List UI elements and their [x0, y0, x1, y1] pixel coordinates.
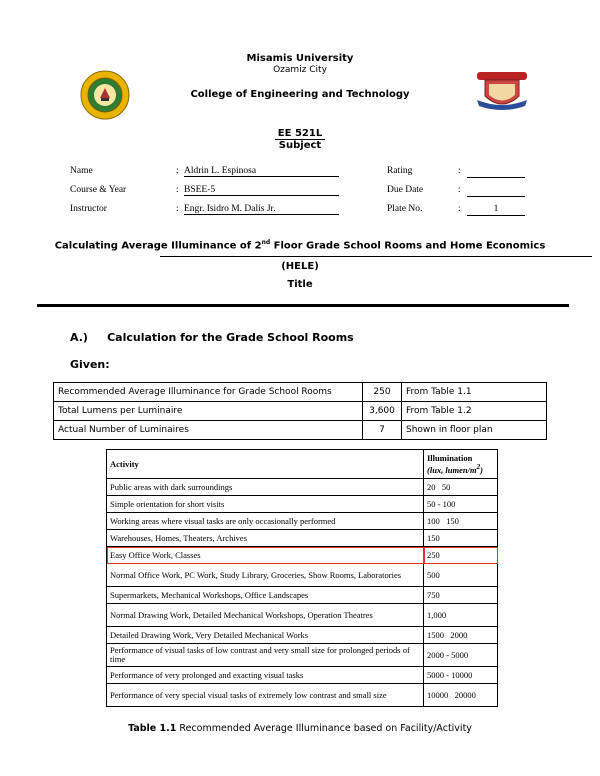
activity-cell: Working areas where visual tasks are only occasionally performed: [107, 513, 424, 530]
due-date-label: Due Date: [387, 185, 424, 195]
illum-cell: 1500 2000: [424, 627, 498, 644]
illum-cell: 20 50: [424, 479, 498, 496]
caption-label: Table 1.1: [128, 723, 177, 734]
rating-label: Rating: [387, 166, 413, 176]
due-date-value: [467, 185, 525, 197]
activity-cell: Performance of visual tasks of low contrast and very small size for prolonged periods of time: [107, 644, 424, 667]
activity-cell: Simple orientation for short visits: [107, 496, 424, 513]
activity-cell: Public areas with dark surroundings: [107, 479, 424, 496]
name-value: Aldrin L. Espinosa: [184, 166, 339, 177]
course-value: BSEE-5: [184, 185, 339, 196]
table-row: [107, 667, 498, 684]
illum-cell: 50 - 100: [424, 496, 498, 513]
table-header-row: [107, 450, 498, 479]
table-row: [107, 530, 498, 547]
report-title: [0, 239, 600, 251]
subject-label: Subject: [278, 140, 322, 151]
plate-label: Plate No.: [387, 204, 423, 214]
illum-cell: 500: [424, 564, 498, 587]
table-row: [107, 513, 498, 530]
divider: [37, 304, 569, 307]
given-heading: Given:: [70, 358, 110, 371]
table-row: [107, 564, 498, 587]
activity-cell: Easy Office Work, Classes: [107, 547, 424, 564]
university-name: Misamis University: [246, 53, 354, 64]
university-city: Ozamiz City: [273, 65, 327, 75]
college-name: College of Engineering and Technology: [190, 89, 410, 100]
table-row: [107, 496, 498, 513]
illum-cell: 5000 - 10000: [424, 667, 498, 684]
given-source: Shown in floor plan: [402, 421, 547, 440]
illuminance-table: [106, 449, 498, 707]
col-illumination: [424, 450, 498, 479]
table-row: [107, 644, 498, 667]
table-row: [54, 421, 547, 440]
table-row: [107, 684, 498, 707]
activity-cell: Performance of very special visual tasks of extremely low contrast and small size: [107, 684, 424, 707]
colon: :: [458, 204, 461, 214]
given-value: 3,600: [363, 402, 402, 421]
instructor-label: Instructor: [70, 204, 107, 214]
given-source: From Table 1.1: [402, 383, 547, 402]
table-row: [107, 627, 498, 644]
table-row: [54, 383, 547, 402]
given-desc: Actual Number of Luminaires: [54, 421, 363, 440]
given-value: 250: [363, 383, 402, 402]
col-illum-3: ): [480, 464, 483, 475]
colon: :: [176, 204, 179, 214]
caption-text: Recommended Average Illuminance based on Facility/Activity: [176, 723, 472, 734]
college-crest-logo: [475, 70, 529, 112]
title-underline: [160, 256, 592, 257]
table-caption: [0, 723, 600, 734]
illum-cell: 100 150: [424, 513, 498, 530]
university-seal-logo: [80, 70, 130, 120]
table-row: [107, 587, 498, 604]
col-activity: Activity: [107, 450, 424, 479]
illum-cell: 750: [424, 587, 498, 604]
colon: :: [176, 166, 179, 176]
colon: :: [458, 185, 461, 195]
illum-cell: 150: [424, 530, 498, 547]
illum-cell: 2000 - 5000: [424, 644, 498, 667]
activity-cell: Normal Office Work, PC Work, Study Library, Groceries, Show Rooms, Laboratories: [107, 564, 424, 587]
given-source: From Table 1.2: [402, 402, 547, 421]
rating-value: [467, 166, 525, 178]
plate-value: 1: [467, 204, 525, 216]
table-row: [107, 479, 498, 496]
name-label: Name: [70, 166, 93, 176]
instructor-value: Engr. Isidro M. Dalis Jr.: [184, 204, 339, 215]
given-desc: Recommended Average Illuminance for Grade School Rooms: [54, 383, 363, 402]
illum-cell: 250: [424, 547, 498, 564]
activity-cell: Warehouses, Homes, Theaters, Archives: [107, 530, 424, 547]
course-label: Course & Year: [70, 185, 127, 195]
activity-cell: Detailed Drawing Work, Very Detailed Mechanical Works: [107, 627, 424, 644]
report-title-line2: (HELE): [281, 261, 319, 272]
illum-cell: 1,000: [424, 604, 498, 627]
table-row-highlighted: [107, 547, 498, 564]
title-label: Title: [287, 279, 313, 290]
title-sup: nd: [261, 239, 271, 246]
title-pre: Calculating Average Illuminance of 2: [54, 240, 262, 252]
activity-cell: Performance of very prolonged and exacting visual tasks: [107, 667, 424, 684]
subject-code: [0, 128, 600, 139]
col-illum-2: (lux, lumen/m: [427, 464, 477, 475]
col-illum-sup: 2: [476, 463, 481, 472]
activity-cell: Normal Drawing Work, Detailed Mechanical Workshops, Operation Theatres: [107, 604, 424, 627]
table-row: [54, 402, 547, 421]
given-desc: Total Lumens per Luminaire: [54, 402, 363, 421]
given-value: 7: [363, 421, 402, 440]
subject-code-text: EE 521L: [275, 128, 325, 140]
colon: :: [458, 166, 461, 176]
col-illum-1: Illumination: [427, 453, 473, 464]
table-row: [107, 604, 498, 627]
section-a-heading: A.) Calculation for the Grade School Rooms: [70, 331, 354, 344]
illum-cell: 10000 20000: [424, 684, 498, 707]
title-post: Floor Grade School Rooms and Home Economics: [270, 240, 546, 252]
given-table: [53, 382, 547, 440]
colon: :: [176, 185, 179, 195]
activity-cell: Supermarkets, Mechanical Workshops, Office Landscapes: [107, 587, 424, 604]
